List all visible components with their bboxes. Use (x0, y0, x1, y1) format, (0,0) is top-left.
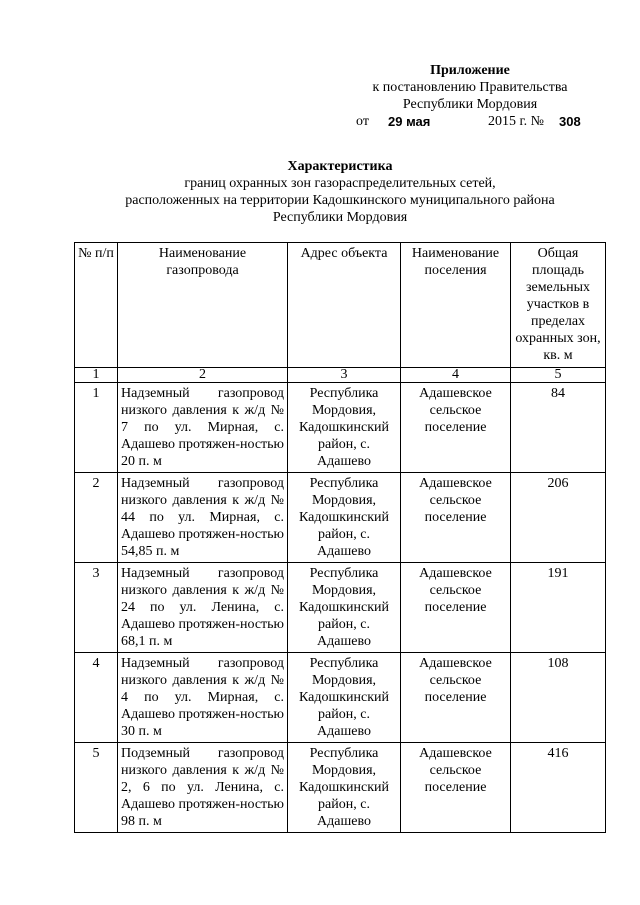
order-number: 308 (559, 114, 581, 129)
table-row (75, 563, 606, 653)
table-row (75, 383, 606, 473)
zone-area: 206 (511, 473, 606, 563)
column-number: 1 (75, 368, 118, 383)
order-year-label: 2015 г. № (488, 114, 545, 129)
object-address: Республика Мордовия, Кадошкинский район, с. Адашево (288, 473, 401, 563)
object-address: Республика Мордовия, Кадошкинский район, с. Адашево (288, 653, 401, 743)
pipeline-name: Надземный газопровод низкого давления к ж/д № 44 по ул. Мирная, с. Адашево протяжен-ностью 54,85 п. м (118, 473, 288, 563)
header-pipeline-name: Наименование газопровода (118, 243, 288, 368)
column-number: 2 (118, 368, 288, 383)
settlement-name: Адашевское сельское поселение (401, 653, 511, 743)
appendix-line-1: к постановлению Правительства (372, 80, 568, 95)
column-number: 5 (511, 368, 606, 383)
header-area: Общая площадь земельных участков в пределах охранных зон, кв. м (511, 243, 606, 368)
pipeline-name: Надземный газопровод низкого давления к ж/д № 24 по ул. Ленина, с. Адашево протяжен-ностью 68,1 п. м (118, 563, 288, 653)
pipeline-name: Надземный газопровод низкого давления к ж/д № 4 по ул. Мирная, с. Адашево протяжен-ностью 30 п. м (118, 653, 288, 743)
document-title-line-1: границ охранных зон газораспределительных сетей, (184, 176, 496, 191)
pipeline-name: Подземный газопровод низкого давления к ж/д № 2, 6 по ул. Ленина, с. Адашево протяжен-ностью 98 п. м (118, 743, 288, 833)
row-number: 4 (75, 653, 118, 743)
header-number: № п/п (75, 243, 118, 368)
zone-area: 108 (511, 653, 606, 743)
order-date: 29 мая (388, 114, 431, 129)
characteristics-table (74, 242, 606, 833)
row-number: 2 (75, 473, 118, 563)
appendix-title: Приложение (430, 63, 510, 78)
appendix-line-2: Республики Мордовия (402, 97, 538, 112)
object-address: Республика Мордовия, Кадошкинский район, с. Адашево (288, 743, 401, 833)
zone-area: 191 (511, 563, 606, 653)
row-number: 3 (75, 563, 118, 653)
document-title-line-2: расположенных на территории Кадошкинского муниципального района (125, 193, 555, 208)
table-row (75, 743, 606, 833)
settlement-name: Адашевское сельское поселение (401, 383, 511, 473)
document-title-line-3: Республики Мордовия (272, 210, 408, 225)
order-line (340, 113, 600, 131)
row-number: 1 (75, 383, 118, 473)
table-header-row (75, 243, 606, 368)
row-number: 5 (75, 743, 118, 833)
table-row (75, 653, 606, 743)
object-address: Республика Мордовия, Кадошкинский район, с. Адашево (288, 563, 401, 653)
column-number: 3 (288, 368, 401, 383)
appendix-header (340, 62, 600, 131)
pipeline-name: Надземный газопровод низкого давления к ж/д № 7 по ул. Мирная, с. Адашево протяжен-ностью 20 п. м (118, 383, 288, 473)
settlement-name: Адашевское сельское поселение (401, 743, 511, 833)
column-number: 4 (401, 368, 511, 383)
document-title-heading: Характеристика (287, 159, 393, 174)
zone-area: 84 (511, 383, 606, 473)
document-title (80, 158, 600, 226)
column-numbers-row (75, 368, 606, 383)
settlement-name: Адашевское сельское поселение (401, 563, 511, 653)
header-address: Адрес объекта (288, 243, 401, 368)
order-from-label: от (356, 114, 369, 129)
table-row (75, 473, 606, 563)
object-address: Республика Мордовия, Кадошкинский район, с. Адашево (288, 383, 401, 473)
settlement-name: Адашевское сельское поселение (401, 473, 511, 563)
header-settlement: Наименование поселения (401, 243, 511, 368)
zone-area: 416 (511, 743, 606, 833)
